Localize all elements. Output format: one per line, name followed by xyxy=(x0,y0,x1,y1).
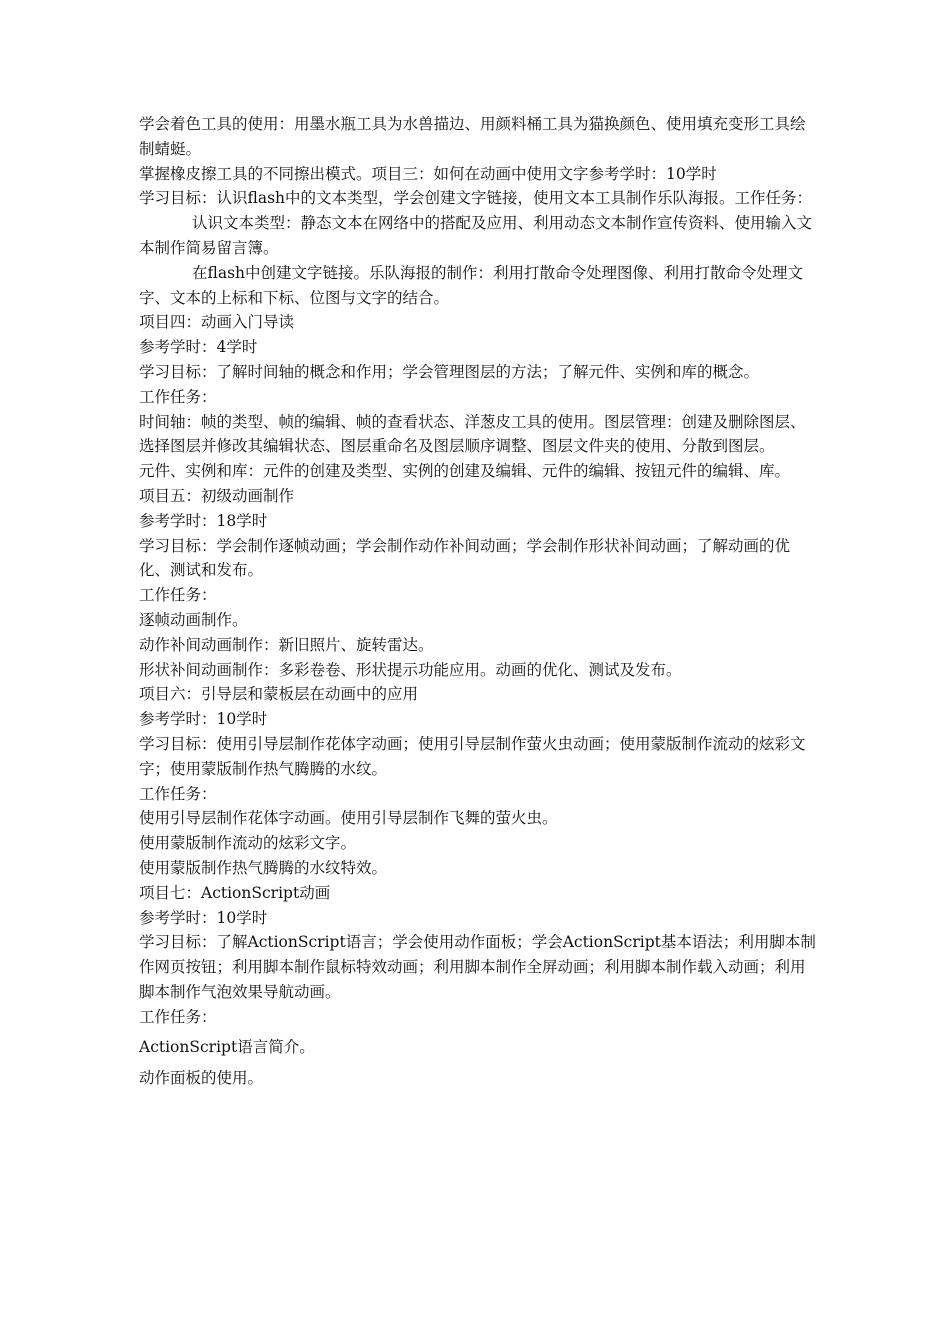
paragraph-project3-objectives: 学习目标：认识flash中的文本类型，学会创建文字链接，使用文本工具制作乐队海报。工作任务： xyxy=(139,189,813,208)
paragraph-project4-hours: 参考学时：4学时 xyxy=(139,338,258,357)
paragraph-project5-objectives: 学习目标：学会制作逐帧动画；学会制作动作补间动画；学会制作形状补间动画；了解动画的优化、测试和发布。 xyxy=(139,536,791,580)
paragraph-symbols-library: 元件、实例和库：元件的创建及类型、实例的创建及编辑、元件的编辑、按钮元件的编辑、库。 xyxy=(139,462,791,481)
paragraph-motion-tween: 动作补间动画制作：新旧照片、旋转雷达。 xyxy=(139,635,434,654)
paragraph-actionscript-intro: ActionScript语言简介。 xyxy=(139,1038,315,1057)
heading-project6: 项目六：引导层和蒙板层在动画中的应用 xyxy=(139,685,419,704)
heading-project7: 项目七：ActionScript动画 xyxy=(139,883,331,902)
paragraph-project7-tasks-label: 工作任务： xyxy=(139,1007,217,1026)
paragraph-project6-tasks-label: 工作任务： xyxy=(139,784,217,803)
document-body xyxy=(139,112,819,1091)
paragraph-mask-water: 使用蒙版制作热气腾腾的水纹特效。 xyxy=(139,858,388,877)
paragraph-project5-hours: 参考学时：18学时 xyxy=(139,511,268,530)
paragraph-eraser-project3: 掌握橡皮擦工具的不同擦出模式。项目三：如何在动画中使用文字参考学时：10学时 xyxy=(139,164,717,183)
paragraph-project6-objectives: 学习目标：使用引导层制作花体字动画；使用引导层制作萤火虫动画；使用蒙版制作流动的炫彩文字；使用蒙版制作热气腾腾的水纹。 xyxy=(139,734,806,778)
paragraph-text-types: 认识文本类型：静态文本在网络中的搭配及应用、利用动态文本制作宣传资料、使用输入文本制作简易留言簿。 xyxy=(139,214,813,257)
paragraph-shape-tween: 形状补间动画制作：多彩卷卷、形状提示功能应用。动画的优化、测试及发布。 xyxy=(139,660,682,679)
paragraph-project4-tasks-label: 工作任务： xyxy=(139,387,217,406)
paragraph-text-links-poster: 在flash中创建文字链接。乐队海报的制作：利用打散命令处理图像、利用打散命令处理文字、文本的上标和下标、位图与文字的结合。 xyxy=(139,263,804,307)
paragraph-frame-animation: 逐帧动画制作。 xyxy=(139,610,248,629)
paragraph-project7-objectives: 学习目标：了解ActionScript语言；学会使用动作面板；学会ActionScript基本语法；利用脚本制作网页按钮；利用脚本制作鼠标特效动画；利用脚本制作全屏动画；利用脚本制作载入动画；利用脚本制作气泡效果导航动画。 xyxy=(139,933,816,1001)
paragraph-mask-text: 使用蒙版制作流动的炫彩文字。 xyxy=(139,834,357,853)
paragraph-coloring-tools: 学会着色工具的使用：用墨水瓶工具为水兽描边、用颜料桶工具为猫换颜色、使用填充变形工具绘制蜻蜓。 xyxy=(139,115,806,158)
paragraph-project7-hours: 参考学时：10学时 xyxy=(139,908,268,927)
paragraph-project4-objectives: 学习目标：了解时间轴的概念和作用；学会管理图层的方法；了解元件、实例和库的概念。 xyxy=(139,362,760,381)
paragraph-guide-layer: 使用引导层制作花体字动画。使用引导层制作飞舞的萤火虫。 xyxy=(139,809,558,828)
paragraph-project6-hours: 参考学时：10学时 xyxy=(139,710,268,729)
heading-project5: 项目五：初级动画制作 xyxy=(139,486,295,505)
paragraph-timeline-layers: 时间轴：帧的类型、帧的编辑、帧的查看状态、洋葱皮工具的使用。图层管理：创建及删除图层、选择图层并修改其编辑状态、图层重命名及图层顺序调整、图层文件夹的使用、分散到图层。 xyxy=(139,412,806,456)
paragraph-project5-tasks-label: 工作任务： xyxy=(139,586,217,605)
paragraph-actions-panel: 动作面板的使用。 xyxy=(139,1069,264,1088)
heading-project4: 项目四：动画入门导读 xyxy=(139,313,295,332)
